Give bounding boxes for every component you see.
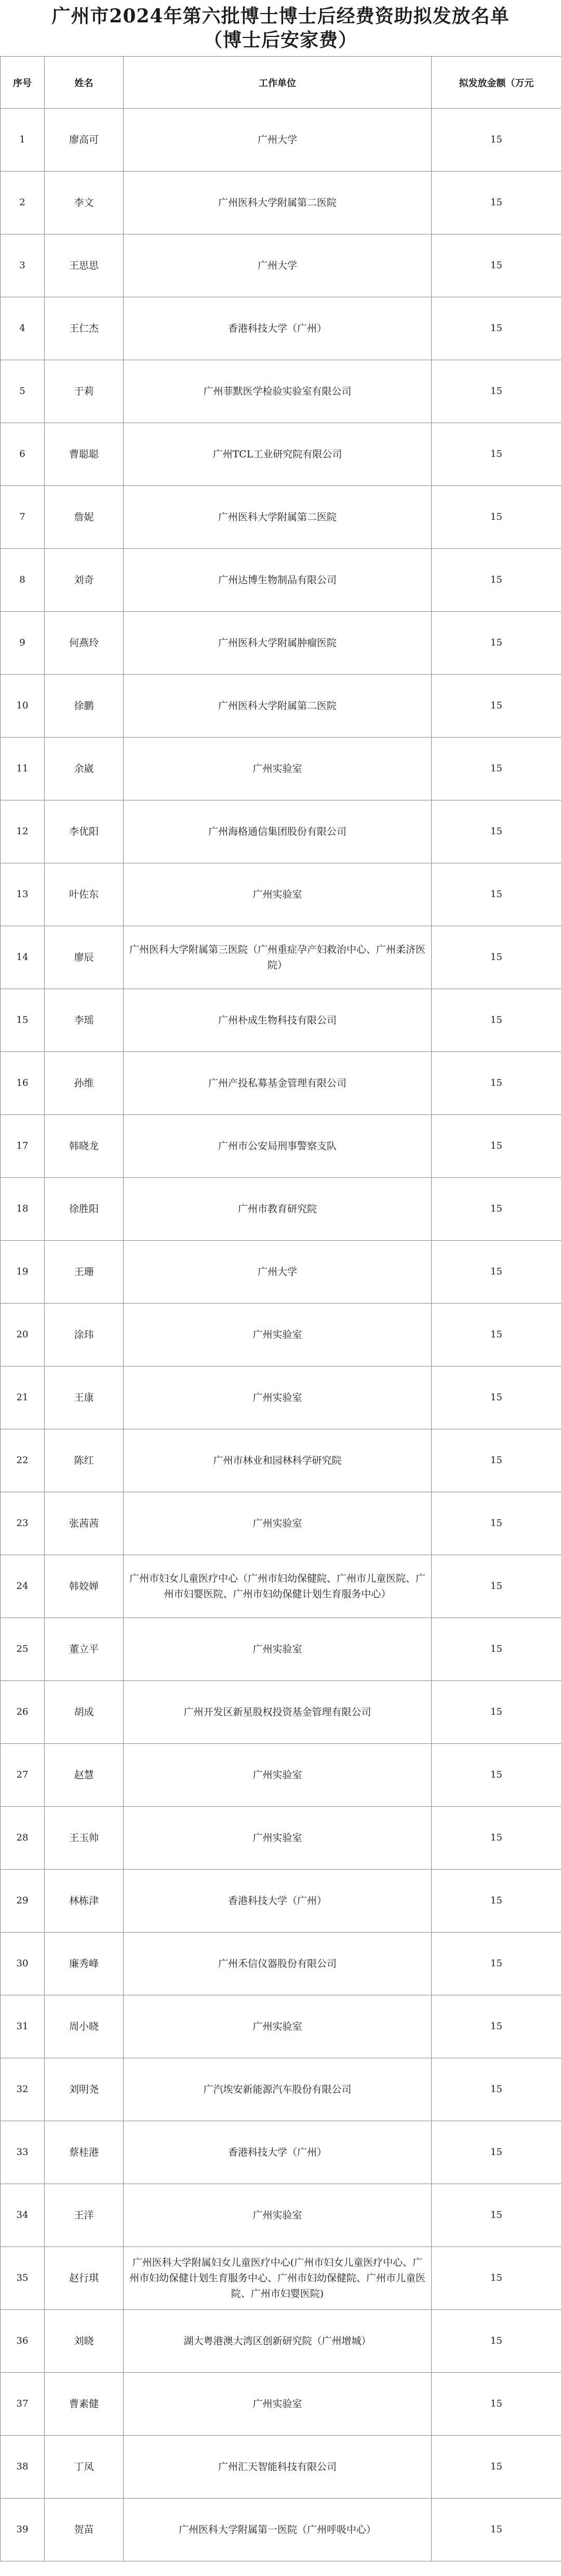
cell-amount: 15 xyxy=(432,1366,561,1429)
cell-seq: 31 xyxy=(1,1995,45,2058)
table-row xyxy=(1,423,561,486)
cell-amount: 15 xyxy=(432,2247,561,2310)
cell-amount: 15 xyxy=(432,1933,561,1995)
cell-amount: 15 xyxy=(432,926,561,989)
cell-amount: 15 xyxy=(432,2499,561,2561)
cell-unit: 广州医科大学附属第二医院 xyxy=(124,486,432,549)
cell-unit: 广州实验室 xyxy=(124,1366,432,1429)
cell-amount: 15 xyxy=(432,1115,561,1178)
table-row xyxy=(1,989,561,1052)
cell-seq: 29 xyxy=(1,1870,45,1933)
cell-unit: 广州汇天智能科技有限公司 xyxy=(124,2436,432,2499)
cell-name: 董立平 xyxy=(45,1618,124,1681)
cell-amount: 15 xyxy=(432,2310,561,2373)
cell-unit: 香港科技大学（广州） xyxy=(124,2121,432,2184)
cell-unit: 广州实验室 xyxy=(124,1744,432,1807)
cell-name: 张茜茜 xyxy=(45,1492,124,1555)
cell-amount: 15 xyxy=(432,1618,561,1681)
cell-seq: 12 xyxy=(1,800,45,863)
cell-amount: 15 xyxy=(432,1241,561,1304)
title-line-main: 广州市2024年第六批博士博士后经费资助拟发放名单 xyxy=(51,5,510,27)
cell-seq: 13 xyxy=(1,863,45,926)
cell-seq: 34 xyxy=(1,2184,45,2247)
cell-seq: 25 xyxy=(1,1618,45,1681)
cell-unit: 广州大学 xyxy=(124,234,432,297)
document-title xyxy=(0,0,561,56)
cell-seq: 7 xyxy=(1,486,45,549)
cell-unit: 广汽埃安新能源汽车股份有限公司 xyxy=(124,2058,432,2121)
cell-unit: 广州达博生物制品有限公司 xyxy=(124,549,432,612)
cell-seq: 11 xyxy=(1,738,45,800)
cell-name: 李优阳 xyxy=(45,800,124,863)
title-line-sub: （博士后安家费） xyxy=(203,29,357,51)
cell-name: 徐鹏 xyxy=(45,675,124,738)
table-row xyxy=(1,234,561,297)
cell-seq: 39 xyxy=(1,2499,45,2561)
cell-seq: 16 xyxy=(1,1052,45,1115)
cell-seq: 23 xyxy=(1,1492,45,1555)
table-row xyxy=(1,926,561,989)
cell-seq: 10 xyxy=(1,675,45,738)
table-row xyxy=(1,2184,561,2247)
cell-name: 赵慧 xyxy=(45,1744,124,1807)
cell-unit: 广州实验室 xyxy=(124,738,432,800)
table-row xyxy=(1,486,561,549)
table-body xyxy=(1,109,561,2561)
cell-unit: 广州大学 xyxy=(124,1241,432,1304)
table-row xyxy=(1,1115,561,1178)
cell-name: 丁凤 xyxy=(45,2436,124,2499)
cell-name: 曹聪聪 xyxy=(45,423,124,486)
cell-amount: 15 xyxy=(432,2121,561,2184)
cell-amount: 15 xyxy=(432,1870,561,1933)
cell-name: 韩晓龙 xyxy=(45,1115,124,1178)
cell-name: 何燕玲 xyxy=(45,612,124,675)
cell-name: 王珊 xyxy=(45,1241,124,1304)
table-row xyxy=(1,1492,561,1555)
table-row xyxy=(1,2499,561,2561)
cell-seq: 9 xyxy=(1,612,45,675)
table-row xyxy=(1,675,561,738)
cell-amount: 15 xyxy=(432,109,561,172)
header-amount: 拟发放金额（万元 xyxy=(432,57,561,109)
table-row xyxy=(1,2058,561,2121)
cell-unit: 香港科技大学（广州） xyxy=(124,1870,432,1933)
cell-name: 胡成 xyxy=(45,1681,124,1744)
cell-unit: 广州大学 xyxy=(124,109,432,172)
cell-amount: 15 xyxy=(432,863,561,926)
table-row xyxy=(1,1304,561,1366)
cell-name: 孙维 xyxy=(45,1052,124,1115)
cell-seq: 26 xyxy=(1,1681,45,1744)
table-row xyxy=(1,1618,561,1681)
cell-unit: 广州海格通信集团股份有限公司 xyxy=(124,800,432,863)
cell-name: 王洋 xyxy=(45,2184,124,2247)
cell-name: 贺苗 xyxy=(45,2499,124,2561)
cell-name: 叶佐东 xyxy=(45,863,124,926)
cell-amount: 15 xyxy=(432,2373,561,2436)
cell-amount: 15 xyxy=(432,612,561,675)
cell-amount: 15 xyxy=(432,1052,561,1115)
table-header-row xyxy=(1,57,561,109)
cell-seq: 15 xyxy=(1,989,45,1052)
cell-amount: 15 xyxy=(432,2184,561,2247)
cell-unit: 广州医科大学附属妇女儿童医疗中心(广州市妇女儿童医疗中心、广州市妇幼保健计划生育服务中心、广州市妇幼保健院、广州市儿童医院、广州市妇婴医院) xyxy=(124,2247,432,2310)
cell-amount: 15 xyxy=(432,738,561,800)
cell-name: 李瑶 xyxy=(45,989,124,1052)
cell-name: 詹妮 xyxy=(45,486,124,549)
cell-name: 王思思 xyxy=(45,234,124,297)
cell-seq: 17 xyxy=(1,1115,45,1178)
cell-seq: 5 xyxy=(1,360,45,423)
cell-unit: 广州实验室 xyxy=(124,1492,432,1555)
table-row xyxy=(1,1555,561,1618)
cell-unit: 广州实验室 xyxy=(124,1618,432,1681)
cell-unit: 湖大粤港澳大湾区创新研究院（广州增城） xyxy=(124,2310,432,2373)
cell-amount: 15 xyxy=(432,486,561,549)
cell-seq: 28 xyxy=(1,1807,45,1870)
cell-amount: 15 xyxy=(432,297,561,360)
cell-unit: 香港科技大学（广州） xyxy=(124,297,432,360)
cell-name: 于莉 xyxy=(45,360,124,423)
cell-name: 赵行琪 xyxy=(45,2247,124,2310)
cell-name: 林栋津 xyxy=(45,1870,124,1933)
cell-seq: 38 xyxy=(1,2436,45,2499)
cell-unit: 广州实验室 xyxy=(124,863,432,926)
cell-amount: 15 xyxy=(432,1429,561,1492)
cell-amount: 15 xyxy=(432,423,561,486)
cell-amount: 15 xyxy=(432,172,561,234)
funding-table xyxy=(0,56,561,2561)
table-row xyxy=(1,2436,561,2499)
cell-name: 徐胜阳 xyxy=(45,1178,124,1241)
cell-name: 刘明尧 xyxy=(45,2058,124,2121)
table-row xyxy=(1,2373,561,2436)
cell-seq: 3 xyxy=(1,234,45,297)
cell-name: 韩姣婵 xyxy=(45,1555,124,1618)
cell-seq: 6 xyxy=(1,423,45,486)
cell-unit: 广州实验室 xyxy=(124,2184,432,2247)
cell-unit: 广州实验室 xyxy=(124,1807,432,1870)
cell-amount: 15 xyxy=(432,1178,561,1241)
cell-amount: 15 xyxy=(432,1807,561,1870)
cell-name: 王玉帅 xyxy=(45,1807,124,1870)
header-unit: 工作单位 xyxy=(124,57,432,109)
cell-amount: 15 xyxy=(432,549,561,612)
cell-unit: 广州TCL工业研究院有限公司 xyxy=(124,423,432,486)
cell-name: 陈红 xyxy=(45,1429,124,1492)
cell-unit: 广州产投私募基金管理有限公司 xyxy=(124,1052,432,1115)
cell-name: 刘晓 xyxy=(45,2310,124,2373)
cell-unit: 广州医科大学附属第三医院（广州重症孕产妇救治中心、广州柔济医院） xyxy=(124,926,432,989)
cell-amount: 15 xyxy=(432,675,561,738)
table-row xyxy=(1,109,561,172)
cell-name: 曹素健 xyxy=(45,2373,124,2436)
cell-amount: 15 xyxy=(432,234,561,297)
table-row xyxy=(1,172,561,234)
cell-unit: 广州市妇女儿童医疗中心（广州市妇幼保健院、广州市儿童医院、广州市妇婴医院、广州市妇幼保健计划生育服务中心） xyxy=(124,1555,432,1618)
cell-seq: 21 xyxy=(1,1366,45,1429)
cell-seq: 14 xyxy=(1,926,45,989)
cell-amount: 15 xyxy=(432,1304,561,1366)
cell-unit: 广州朴成生物科技有限公司 xyxy=(124,989,432,1052)
cell-seq: 2 xyxy=(1,172,45,234)
header-name: 姓名 xyxy=(45,57,124,109)
cell-unit: 广州菲默医学检验实验室有限公司 xyxy=(124,360,432,423)
cell-name: 王仁杰 xyxy=(45,297,124,360)
cell-seq: 4 xyxy=(1,297,45,360)
cell-seq: 27 xyxy=(1,1744,45,1807)
table-row xyxy=(1,738,561,800)
cell-unit: 广州开发区新星股权投资基金管理有限公司 xyxy=(124,1681,432,1744)
cell-amount: 15 xyxy=(432,800,561,863)
cell-unit: 广州医科大学附属第二医院 xyxy=(124,675,432,738)
table-row xyxy=(1,1366,561,1429)
cell-seq: 8 xyxy=(1,549,45,612)
table-row xyxy=(1,1429,561,1492)
table-row xyxy=(1,1744,561,1807)
cell-amount: 15 xyxy=(432,1492,561,1555)
table-row xyxy=(1,2121,561,2184)
cell-seq: 22 xyxy=(1,1429,45,1492)
table-row xyxy=(1,1052,561,1115)
table-row xyxy=(1,1995,561,2058)
table-row xyxy=(1,1807,561,1870)
cell-seq: 19 xyxy=(1,1241,45,1304)
cell-unit: 广州医科大学附属第二医院 xyxy=(124,172,432,234)
table-row xyxy=(1,549,561,612)
cell-name: 廉秀峰 xyxy=(45,1933,124,1995)
cell-seq: 35 xyxy=(1,2247,45,2310)
cell-unit: 广州市教育研究院 xyxy=(124,1178,432,1241)
table-row xyxy=(1,1870,561,1933)
table-row xyxy=(1,2247,561,2310)
header-seq: 序号 xyxy=(1,57,45,109)
table-row xyxy=(1,360,561,423)
cell-seq: 30 xyxy=(1,1933,45,1995)
cell-amount: 15 xyxy=(432,1555,561,1618)
table-row xyxy=(1,612,561,675)
cell-name: 廖高可 xyxy=(45,109,124,172)
cell-unit: 广州医科大学附属第一医院（广州呼吸中心） xyxy=(124,2499,432,2561)
cell-amount: 15 xyxy=(432,989,561,1052)
cell-name: 周小晓 xyxy=(45,1995,124,2058)
cell-seq: 24 xyxy=(1,1555,45,1618)
cell-name: 李文 xyxy=(45,172,124,234)
cell-amount: 15 xyxy=(432,1995,561,2058)
table-row xyxy=(1,1178,561,1241)
table-row xyxy=(1,1241,561,1304)
cell-amount: 15 xyxy=(432,2058,561,2121)
cell-name: 蔡桂港 xyxy=(45,2121,124,2184)
cell-name: 余崴 xyxy=(45,738,124,800)
table-row xyxy=(1,2310,561,2373)
table-row xyxy=(1,297,561,360)
cell-seq: 1 xyxy=(1,109,45,172)
table-row xyxy=(1,863,561,926)
cell-unit: 广州医科大学附属肿瘤医院 xyxy=(124,612,432,675)
cell-unit: 广州实验室 xyxy=(124,1995,432,2058)
cell-name: 涂玮 xyxy=(45,1304,124,1366)
cell-unit: 广州市公安局刑事警察支队 xyxy=(124,1115,432,1178)
cell-name: 王康 xyxy=(45,1366,124,1429)
cell-name: 刘奇 xyxy=(45,549,124,612)
cell-amount: 15 xyxy=(432,2436,561,2499)
table-row xyxy=(1,800,561,863)
cell-unit: 广州实验室 xyxy=(124,1304,432,1366)
cell-seq: 37 xyxy=(1,2373,45,2436)
cell-amount: 15 xyxy=(432,1744,561,1807)
cell-seq: 36 xyxy=(1,2310,45,2373)
cell-amount: 15 xyxy=(432,360,561,423)
cell-unit: 广州禾信仪器股份有限公司 xyxy=(124,1933,432,1995)
cell-amount: 15 xyxy=(432,1681,561,1744)
cell-unit: 广州市林业和园林科学研究院 xyxy=(124,1429,432,1492)
cell-name: 廖辰 xyxy=(45,926,124,989)
cell-seq: 33 xyxy=(1,2121,45,2184)
cell-seq: 32 xyxy=(1,2058,45,2121)
cell-seq: 20 xyxy=(1,1304,45,1366)
table-row xyxy=(1,1681,561,1744)
cell-seq: 18 xyxy=(1,1178,45,1241)
table-row xyxy=(1,1933,561,1995)
cell-unit: 广州实验室 xyxy=(124,2373,432,2436)
